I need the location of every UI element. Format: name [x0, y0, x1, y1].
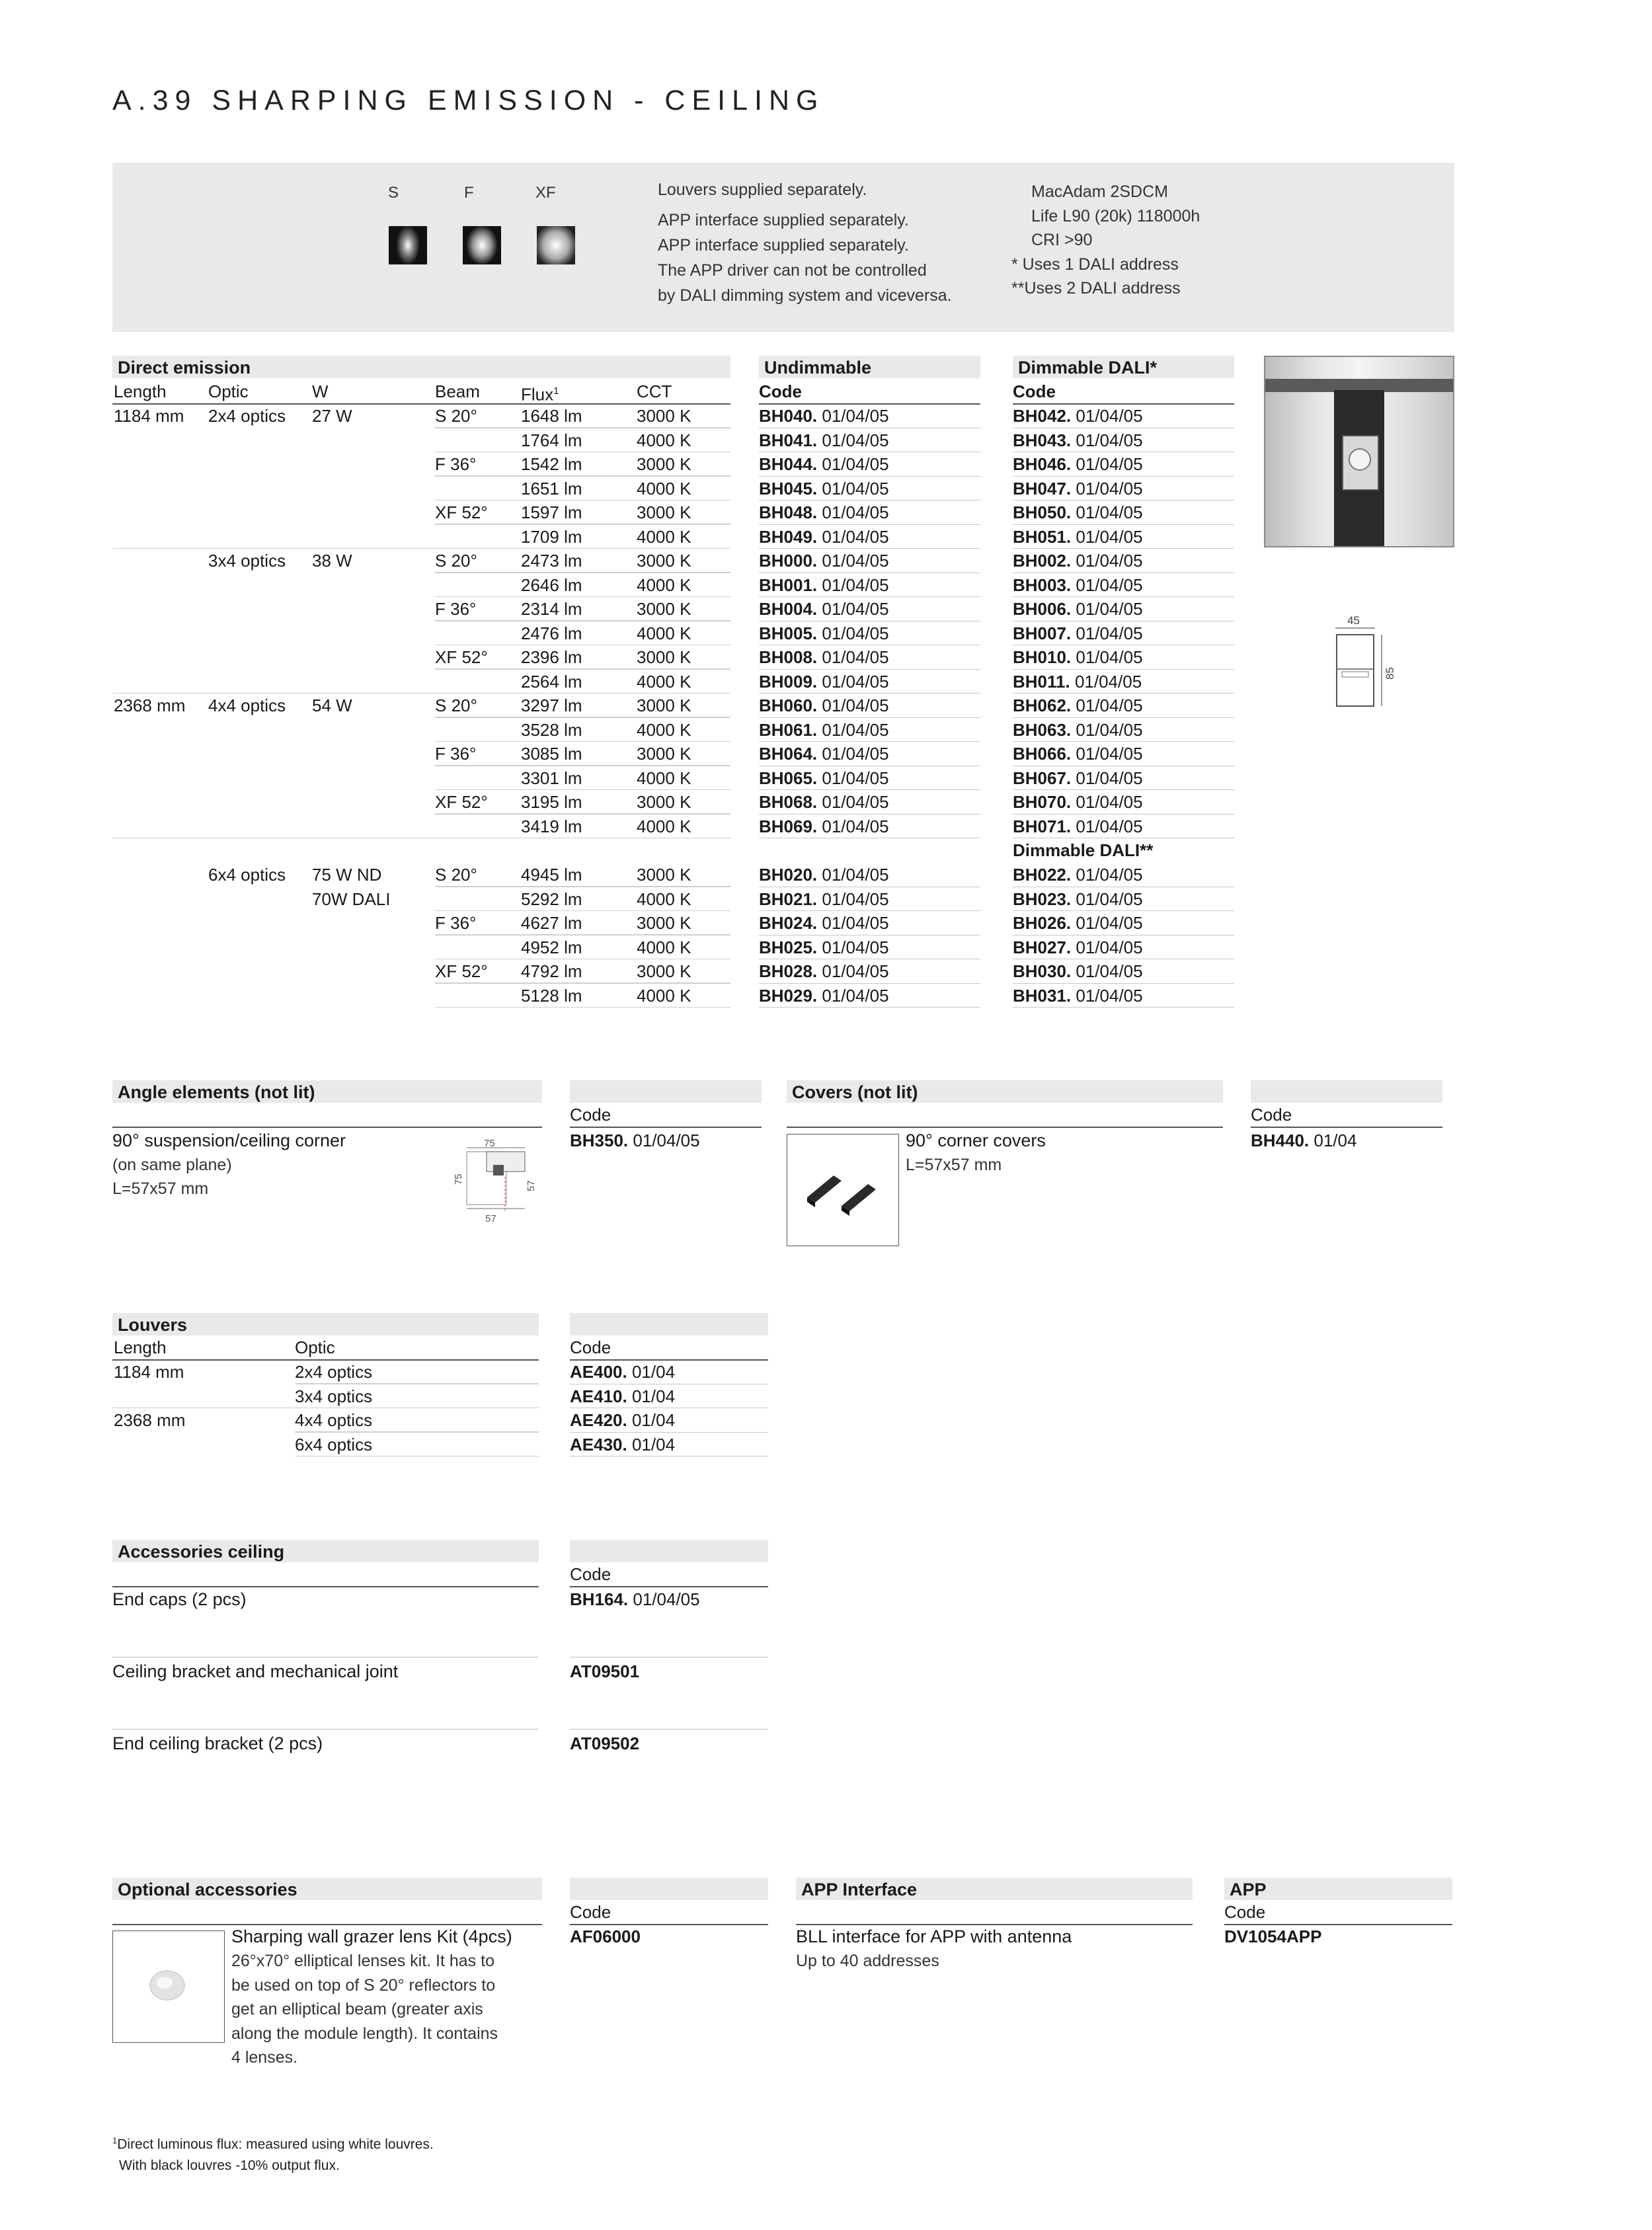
undimmable-code: BH041. 01/04/05: [759, 428, 980, 453]
louver-code: AE410. 01/04: [570, 1384, 768, 1409]
app-code: DV1054APP: [1224, 1927, 1322, 1946]
dali-code: BH026. 01/04/05: [1013, 911, 1234, 936]
svg-text:57: 57: [485, 1213, 496, 1224]
louver-optic: 6x4 optics: [295, 1434, 373, 1454]
cell-flux: 2564 lm: [521, 671, 582, 692]
corner-drawing: [447, 1138, 539, 1226]
spec-line: **Uses 2 DALI address: [1011, 279, 1181, 298]
accessory-label: End ceiling bracket (2 pcs): [112, 1733, 323, 1753]
louver-code: AE400. 01/04: [570, 1360, 768, 1384]
cell-cct: 4000 K: [637, 719, 691, 740]
svg-text:57: 57: [526, 1180, 537, 1191]
cell-beam: F 36°: [435, 599, 477, 619]
undimmable-code: BH040. 01/04/05: [759, 404, 980, 428]
louvers-header: Louvers: [112, 1313, 539, 1335]
angle-item: 90° suspension/ceiling corner: [112, 1131, 346, 1150]
note-line: APP interface supplied separately.: [658, 211, 909, 229]
cell-flux: 3085 lm: [521, 744, 582, 764]
dali-code: BH023. 01/04/05: [1013, 887, 1234, 912]
cell-cct: 3000 K: [637, 865, 691, 885]
profile-section-drawing: [1329, 608, 1401, 721]
cell-cct: 4000 K: [637, 985, 691, 1006]
accessory-code: AT09501: [570, 1661, 640, 1681]
cell-flux: 3195 lm: [521, 792, 582, 812]
dali-code: BH051. 01/04/05: [1013, 525, 1234, 549]
accessory-rule: [112, 1705, 539, 1730]
accessory-rule: [570, 1633, 768, 1657]
undimmable-code: BH060. 01/04/05: [759, 694, 980, 718]
cell-beam: F 36°: [435, 744, 477, 764]
optional-desc: 26°x70° elliptical lenses kit. It has to be used on top of S 20° reflectors to get an elliptical beam (greater axis along the module length). It contains 4 lenses.: [231, 1952, 498, 2067]
covers-code: BH440. 01/04: [1251, 1131, 1357, 1150]
dali-code: BH050. 01/04/05: [1013, 500, 1234, 525]
cell-cct: 3000 K: [637, 913, 691, 933]
row-rule: [295, 1456, 539, 1457]
cell-cct: 3000 K: [637, 696, 691, 715]
cell-cct: 4000 K: [637, 526, 691, 547]
table-row: [112, 863, 1236, 887]
undimmable-code: BH029. 01/04/05: [759, 984, 980, 1008]
cell-flux: 1648 lm: [521, 406, 582, 426]
undimmable-code: BH049. 01/04/05: [759, 525, 980, 549]
cell-flux: 4792 lm: [521, 961, 582, 981]
cell-cct: 4000 K: [637, 430, 691, 450]
covers-rule: [787, 1103, 1223, 1128]
cell-cct: 4000 K: [637, 816, 691, 836]
cell-cct: 3000 K: [637, 502, 691, 522]
angle-code-label: Code: [570, 1103, 762, 1128]
dali-header: Dimmable DALI*: [1013, 356, 1234, 378]
cell-flux: 3301 lm: [521, 768, 582, 788]
group-rule: [112, 693, 730, 694]
table-row: [112, 645, 1236, 670]
banner-specs: [1011, 180, 1200, 301]
dali-code: BH046. 01/04/05: [1013, 452, 1234, 477]
dali-code: BH067. 01/04/05: [1013, 766, 1234, 791]
dali2-header: Dimmable DALI**: [1013, 840, 1154, 860]
dali-code: BH011. 01/04/05: [1013, 670, 1234, 694]
table-row: [112, 500, 1236, 525]
table-row: [112, 959, 1236, 984]
louvers-code-header: [570, 1313, 768, 1335]
table-row: [112, 815, 1236, 839]
angle-code-header: [570, 1080, 762, 1103]
cell-w: 54 W: [312, 696, 352, 715]
cell-beam: S 20°: [435, 551, 477, 571]
table-row: [112, 887, 1236, 912]
undimmable-code: BH048. 01/04/05: [759, 500, 980, 525]
angle-code: BH350. 01/04/05: [570, 1131, 700, 1150]
table-row: [112, 670, 1236, 694]
col-cct: CCT: [637, 381, 672, 401]
louver-optic: 2x4 optics: [295, 1362, 373, 1382]
cell-cct: 3000 K: [637, 551, 691, 571]
cell-cct: 4000 K: [637, 937, 691, 957]
table-row: [112, 573, 1236, 598]
louver-code: AE430. 01/04: [570, 1433, 768, 1457]
dali-code: BH066. 01/04/05: [1013, 742, 1234, 766]
table-row: [112, 525, 1236, 549]
col-flux: Flux$^1$: [521, 384, 559, 405]
product-photo: [1264, 356, 1454, 547]
undimmable-code: BH008. 01/04/05: [759, 645, 980, 670]
cell-cct: 3000 K: [637, 454, 691, 474]
beam-sample-f: [463, 226, 501, 264]
note-line: by DALI dimming system and viceversa.: [658, 286, 952, 305]
covers-code-label: Code: [1251, 1103, 1442, 1128]
table-row: [112, 936, 1236, 960]
note-line: The APP driver can not be controlled: [658, 261, 927, 280]
cell-cct: 3000 K: [637, 961, 691, 981]
cell-flux: 3297 lm: [521, 696, 582, 715]
table-row: [112, 1360, 773, 1384]
louvers-code-label: Code: [570, 1335, 768, 1361]
dali-code: BH062. 01/04/05: [1013, 694, 1234, 718]
banner-notes: [658, 177, 952, 308]
accessory-code: AT09502: [570, 1733, 640, 1753]
undimmable-code: BH061. 01/04/05: [759, 718, 980, 742]
svg-text:75: 75: [453, 1174, 464, 1185]
accessories-code-header: [570, 1540, 768, 1562]
direct-column-header: [112, 379, 730, 405]
louvers-col-optic: Optic: [295, 1337, 335, 1357]
cell-flux: 1709 lm: [521, 526, 582, 547]
cell-cct: 3000 K: [637, 647, 691, 667]
dali-code: BH010. 01/04/05: [1013, 645, 1234, 670]
undimmable-code: BH001. 01/04/05: [759, 573, 980, 598]
undimmable-code: BH045. 01/04/05: [759, 477, 980, 501]
col-length: Length: [114, 381, 167, 401]
cell-flux: 3528 lm: [521, 719, 582, 740]
cell-w: 70W DALI: [312, 889, 391, 909]
undimmable-code: BH020. 01/04/05: [759, 863, 980, 887]
undimmable-code: BH021. 01/04/05: [759, 887, 980, 912]
dali-code: BH043. 01/04/05: [1013, 428, 1234, 453]
app-interface-rule: [796, 1900, 1193, 1925]
cell-w: 75 W ND: [312, 865, 382, 885]
undimmable-code: BH028. 01/04/05: [759, 959, 980, 984]
optic-label-f: F: [464, 184, 474, 202]
cell-length: 1184 mm: [114, 406, 184, 426]
accessory-code: BH164. 01/04/05: [570, 1589, 700, 1609]
cell-beam: XF 52°: [435, 961, 488, 981]
cell-beam: S 20°: [435, 406, 477, 426]
cell-cct: 3000 K: [637, 792, 691, 812]
cell-flux: 2473 lm: [521, 551, 582, 571]
louver-optic: 4x4 optics: [295, 1410, 373, 1430]
optional-header: Optional accessories: [112, 1878, 542, 1900]
dali-code: BH047. 01/04/05: [1013, 477, 1234, 501]
undimmable-code: BH009. 01/04/05: [759, 670, 980, 694]
beam-sample-s: [389, 226, 427, 264]
cell-cct: 3000 K: [637, 744, 691, 764]
cell-flux: 4627 lm: [521, 913, 582, 933]
table-row: [112, 452, 1236, 477]
page-title: A.39 SHARPING EMISSION - CEILING: [112, 85, 825, 116]
cell-beam: XF 52°: [435, 647, 488, 667]
covers-image: [787, 1134, 899, 1246]
optional-code-header: [570, 1878, 768, 1900]
cell-beam: F 36°: [435, 913, 477, 933]
accessory-label: End caps (2 pcs): [112, 1589, 247, 1609]
cell-flux: 2646 lm: [521, 575, 582, 595]
cell-flux: 2476 lm: [521, 623, 582, 643]
undimmable-code: BH064. 01/04/05: [759, 742, 980, 766]
cell-optic: 4x4 optics: [208, 696, 286, 715]
dali-code: BH003. 01/04/05: [1013, 573, 1234, 598]
app-header: APP: [1224, 1878, 1452, 1900]
cell-optic: 2x4 optics: [208, 406, 286, 426]
table-row: [112, 477, 1236, 501]
spec-line: MacAdam 2SDCM: [1031, 182, 1168, 201]
cell-beam: XF 52°: [435, 792, 488, 812]
cell-w: 27 W: [312, 406, 352, 426]
col-beam: Beam: [435, 381, 480, 401]
cell-cct: 4000 K: [637, 478, 691, 498]
cell-cct: 4000 K: [637, 889, 691, 909]
table-row: [112, 742, 1236, 766]
undimmable-header: Undimmable: [759, 356, 980, 378]
undimmable-code: BH004. 01/04/05: [759, 597, 980, 621]
covers-item: 90° corner covers: [906, 1131, 1046, 1150]
dali-code: BH027. 01/04/05: [1013, 936, 1234, 960]
undimmable-code: BH069. 01/04/05: [759, 815, 980, 839]
dim-width: 45: [1347, 614, 1360, 627]
app-interface-header: APP Interface: [796, 1878, 1193, 1900]
cell-beam: S 20°: [435, 865, 477, 885]
cell-cct: 4000 K: [637, 768, 691, 788]
footnote: $^1$Direct luminous flux: measured using white louvres. With black louvres -10% output flux.: [112, 2135, 434, 2173]
table-row: [112, 1408, 773, 1433]
undimmable-code: BH025. 01/04/05: [759, 936, 980, 960]
undimmable-code: BH005. 01/04/05: [759, 621, 980, 646]
table-row: [112, 718, 1236, 742]
optional-rule: [112, 1900, 542, 1925]
covers-sub: L=57x57 mm: [906, 1156, 1002, 1174]
dali-code: BH002. 01/04/05: [1013, 549, 1234, 573]
table-row: [112, 911, 1236, 936]
cell-cct: 4000 K: [637, 671, 691, 692]
group-rule: [112, 548, 730, 549]
table-row: [112, 766, 1236, 791]
cell-flux: 4952 lm: [521, 937, 582, 957]
cell-cct: 3000 K: [637, 599, 691, 619]
covers-header: Covers (not lit): [787, 1080, 1223, 1103]
beam-sample-xf: [537, 226, 575, 264]
dali-code-label: Code: [1013, 379, 1234, 405]
cell-beam: XF 52°: [435, 502, 488, 522]
louvers-col-length: Length: [114, 1337, 167, 1357]
accessories-header: Accessories ceiling: [112, 1540, 539, 1562]
info-banner: [112, 163, 1454, 332]
dali-code: BH030. 01/04/05: [1013, 959, 1234, 984]
cell-flux: 3419 lm: [521, 816, 582, 836]
louver-length: 1184 mm: [114, 1362, 184, 1382]
col-optic: Optic: [208, 381, 249, 401]
cell-flux: 1597 lm: [521, 502, 582, 522]
direct-emission-header: Direct emission: [112, 356, 730, 378]
col-w: W: [312, 381, 329, 401]
table-row: [112, 1433, 773, 1457]
spec-line: CRI >90: [1031, 231, 1093, 249]
accessories-code-label: Code: [570, 1562, 768, 1587]
cell-length: 2368 mm: [114, 696, 186, 715]
louvers-columns: [112, 1335, 539, 1361]
cell-optic: 6x4 optics: [208, 865, 286, 885]
undimmable-code: BH024. 01/04/05: [759, 911, 980, 936]
dali-code: BH042. 01/04/05: [1013, 404, 1234, 428]
svg-text:75: 75: [484, 1138, 495, 1149]
accessory-rule: [112, 1633, 539, 1657]
dali-code: BH022. 01/04/05: [1013, 863, 1234, 887]
lens-kit-image: [112, 1931, 225, 2043]
cell-flux: 2314 lm: [521, 599, 582, 619]
note-line: Louvers supplied separately.: [658, 180, 867, 199]
optic-label-xf: XF: [535, 184, 556, 202]
app-interface-sub: Up to 40 addresses: [796, 1952, 939, 1970]
undimmable-code: BH065. 01/04/05: [759, 766, 980, 791]
angle-sub2: L=57x57 mm: [112, 1179, 209, 1198]
cell-cct: 3000 K: [637, 406, 691, 426]
cell-flux: 1542 lm: [521, 454, 582, 474]
accessory-label: Ceiling bracket and mechanical joint: [112, 1661, 399, 1681]
dali-code: BH070. 01/04/05: [1013, 790, 1234, 815]
table-row: [112, 790, 1236, 815]
dali-code: BH007. 01/04/05: [1013, 621, 1234, 646]
dim-height: 85: [1384, 667, 1396, 680]
cell-flux: 1651 lm: [521, 478, 582, 498]
optional-item: Sharping wall grazer lens Kit (4pcs): [231, 1927, 512, 1946]
cell-optic: 3x4 optics: [208, 551, 286, 571]
optional-code: AF06000: [570, 1927, 641, 1946]
cell-cct: 4000 K: [637, 575, 691, 595]
accessory-rule: [570, 1705, 768, 1730]
optic-label-s: S: [388, 184, 399, 202]
cell-flux: 5128 lm: [521, 985, 582, 1006]
table-row: [112, 428, 1236, 453]
cell-flux: 2396 lm: [521, 647, 582, 667]
undimmable-code: BH068. 01/04/05: [759, 790, 980, 815]
table-row: [112, 597, 1236, 621]
undimmable-code: BH044. 01/04/05: [759, 452, 980, 477]
covers-code-header: [1251, 1080, 1442, 1103]
note-line: APP interface supplied separately.: [658, 236, 909, 255]
angle-rule: [112, 1103, 542, 1128]
row-rule: [435, 1007, 730, 1008]
app-interface-item: BLL interface for APP with antenna: [796, 1927, 1072, 1946]
angle-elements-header: Angle elements (not lit): [112, 1080, 542, 1103]
dali-code: BH071. 01/04/05: [1013, 815, 1234, 839]
spec-line: Life L90 (20k) 118000h: [1031, 206, 1200, 225]
cell-flux: 5292 lm: [521, 889, 582, 909]
undimmable-code-label: Code: [759, 379, 980, 405]
group-rule: [112, 1408, 539, 1409]
dali-code: BH006. 01/04/05: [1013, 597, 1234, 621]
table-row: [112, 984, 1236, 1008]
group-rule: [112, 838, 730, 839]
cell-cct: 4000 K: [637, 623, 691, 643]
table-row: [112, 621, 1236, 646]
accessories-rule: [112, 1562, 539, 1587]
louver-code: AE420. 01/04: [570, 1408, 768, 1433]
dali-code: BH063. 01/04/05: [1013, 718, 1234, 742]
table-row: [112, 404, 1236, 428]
dali-code: BH031. 01/04/05: [1013, 984, 1234, 1008]
app-code-label: Code: [1224, 1900, 1452, 1925]
optional-code-label: Code: [570, 1900, 768, 1925]
undimmable-code: BH000. 01/04/05: [759, 549, 980, 573]
table-row: [112, 549, 1236, 573]
angle-sub1: (on same plane): [112, 1156, 232, 1174]
cell-beam: S 20°: [435, 696, 477, 715]
cell-flux: 4945 lm: [521, 865, 582, 885]
table-row: [112, 1384, 773, 1409]
louver-optic: 3x4 optics: [295, 1386, 373, 1406]
cell-flux: 1764 lm: [521, 430, 582, 450]
table-row: [112, 694, 1236, 718]
spec-line: * Uses 1 DALI address: [1011, 255, 1179, 274]
cell-beam: F 36°: [435, 454, 477, 474]
louver-length: 2368 mm: [114, 1410, 186, 1430]
cell-w: 38 W: [312, 551, 352, 571]
